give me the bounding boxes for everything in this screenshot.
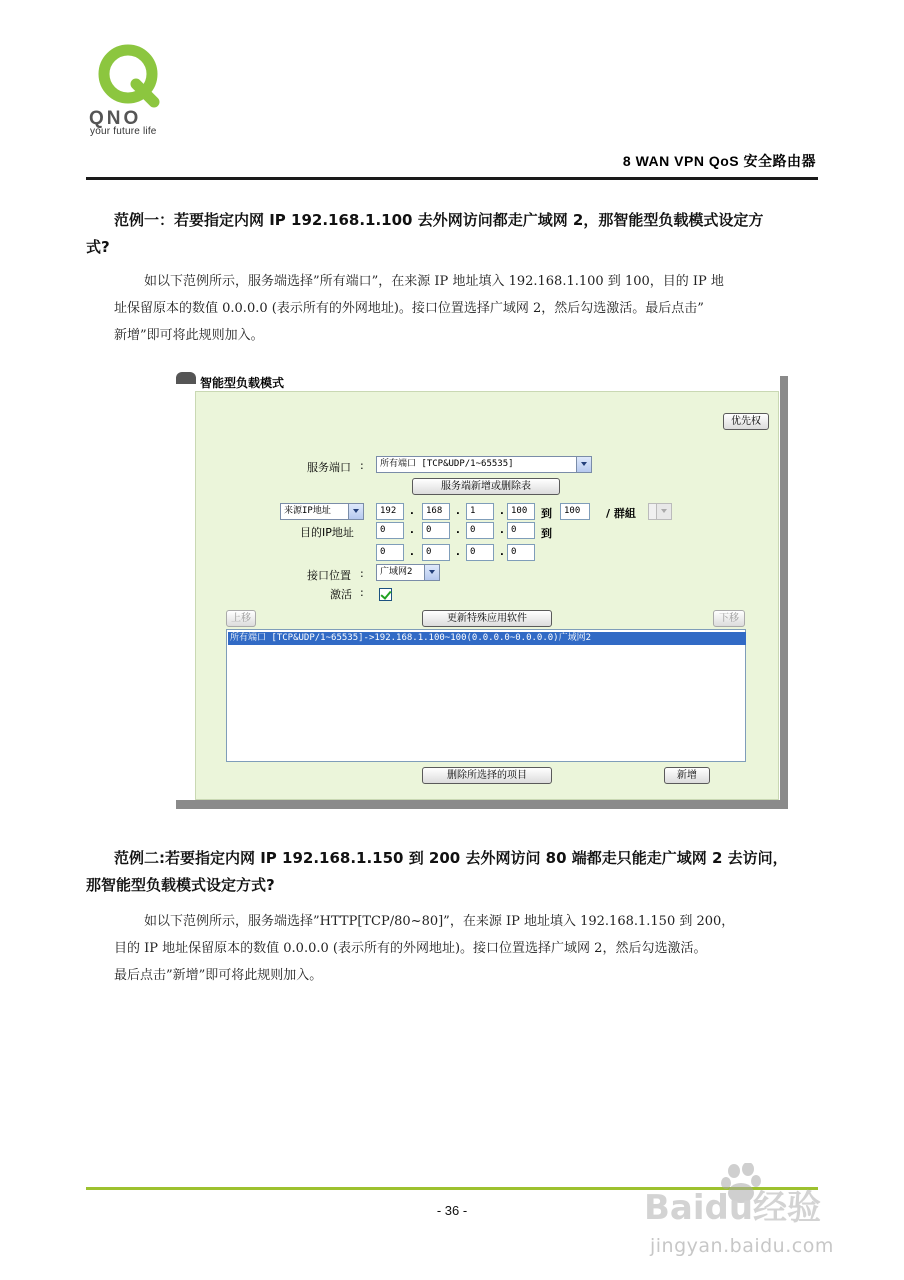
watermark-url: jingyan.baidu.com	[650, 1235, 834, 1257]
service-table-button[interactable]: 服务端新增或删除表	[412, 478, 560, 495]
dest-ip-to-octet-2[interactable]: 0	[422, 544, 450, 561]
ip-separator: .	[456, 525, 460, 536]
rule-listbox[interactable]	[226, 629, 746, 762]
smart-load-balance-screenshot	[176, 372, 788, 809]
example2-para-line1: 如以下范例所示，服务端选择”HTTP[TCP/80~80]”，在来源 IP 地址填入 192.168.1.150 到 200，	[144, 914, 735, 929]
ip-separator: .	[500, 525, 504, 536]
rule-list-item-selected[interactable]: 所有端口 [TCP&UDP/1~65535]->192.168.1.100~100(0.0.0.0~0.0.0.0)广域网2	[228, 632, 746, 645]
baidu-paw-logo	[642, 1163, 857, 1223]
logo-wordmark: QNO	[89, 108, 142, 129]
example1-heading-line2: 式?	[86, 238, 110, 256]
example1-para-line1: 如以下范例所示，服务端选择”所有端口”，在来源 IP 地址填入 192.168.1.100 到 100，目的 IP 地	[144, 274, 724, 289]
example2-para-line2: 目的 IP 地址保留原本的数值 0.0.0.0 (表示所有的外网地址)。接口位置选择广域网 2，然后勾选激活。	[114, 941, 707, 956]
group-label: / 群組	[606, 507, 636, 520]
activate-colon: :	[360, 586, 364, 599]
chevron-down-icon	[424, 565, 439, 580]
figure-title: 智能型负载模式	[200, 376, 285, 390]
service-port-label: 服务端口	[307, 461, 351, 474]
move-up-button[interactable]: 上移	[226, 610, 256, 627]
service-port-select[interactable]	[376, 456, 592, 473]
dest-ip-from-octet-2[interactable]: 0	[422, 522, 450, 539]
dest-ip-to-octet-1[interactable]: 0	[376, 544, 404, 561]
example1-heading	[86, 207, 812, 261]
source-ip-octet-3[interactable]: 1	[466, 503, 494, 520]
update-special-app-button[interactable]: 更新特殊应用软件	[422, 610, 552, 627]
ip-separator: .	[500, 547, 504, 558]
example2-heading-line2: 那智能型负载模式设定方式?	[86, 876, 275, 894]
dest-ip-from-octet-3[interactable]: 0	[466, 522, 494, 539]
dest-ip-from-octet-4[interactable]: 0	[507, 522, 535, 539]
interface-colon: :	[360, 567, 364, 580]
chevron-down-icon	[348, 504, 363, 519]
figure-shadow-right	[780, 376, 788, 809]
example2-heading	[86, 845, 812, 899]
interface-select[interactable]	[376, 564, 440, 581]
ip-separator: .	[410, 525, 414, 536]
dest-ip-from-octet-1[interactable]: 0	[376, 522, 404, 539]
settings-panel	[195, 391, 779, 800]
example1-para-line2: 址保留原本的数值 0.0.0.0 (表示所有的外网地址)。接口位置选择广域网 2，然后勾选激活。最后点击”	[114, 301, 704, 316]
dest-ip-to-octet-4[interactable]: 0	[507, 544, 535, 561]
ip-separator: .	[500, 506, 504, 517]
activate-checkbox[interactable]	[379, 588, 392, 601]
add-button[interactable]: 新增	[664, 767, 710, 784]
group-select[interactable]	[648, 503, 672, 520]
folder-tab-icon	[176, 372, 196, 384]
ip-separator: .	[456, 506, 460, 517]
figure-shadow-bottom	[176, 800, 788, 809]
watermark-brand-text: Baidu经验	[644, 1188, 822, 1223]
source-ip-type-select[interactable]	[280, 503, 364, 520]
source-ip-octet-4[interactable]: 100	[507, 503, 535, 520]
example2-paragraph	[114, 908, 804, 989]
qno-logo	[88, 40, 178, 140]
ip-separator: .	[410, 547, 414, 558]
to-label: 到	[541, 507, 552, 520]
delete-selected-button[interactable]: 删除所选择的项目	[422, 767, 552, 784]
dest-ip-to-octet-3[interactable]: 0	[466, 544, 494, 561]
move-down-button[interactable]: 下移	[713, 610, 745, 627]
baidu-jingyan-watermark	[642, 1155, 857, 1265]
to-label: 到	[541, 527, 552, 540]
source-ip-octet-1[interactable]: 192	[376, 503, 404, 520]
header-divider	[86, 177, 818, 180]
chevron-down-icon	[656, 504, 671, 519]
example1-paragraph	[114, 268, 804, 349]
source-ip-end-input[interactable]: 100	[560, 503, 590, 520]
example1-para-line3: 新增”即可将此规则加入。	[114, 328, 264, 343]
priority-button[interactable]: 优先权	[723, 413, 769, 430]
interface-value: 广域网2	[380, 567, 413, 577]
activate-label: 激活	[330, 588, 352, 601]
page-number: - 36 -	[436, 1203, 468, 1218]
source-ip-type-value: 来源IP地址	[284, 506, 331, 516]
service-port-value: 所有端口 [TCP&UDP/1~65535]	[380, 459, 514, 469]
source-ip-octet-2[interactable]: 168	[422, 503, 450, 520]
chevron-down-icon	[576, 457, 591, 472]
service-port-colon: :	[360, 459, 364, 472]
example2-heading-line1: 范例二:若要指定内网 IP 192.168.1.150 到 200 去外网访问 80 端都走只能走广域网 2 去访问，	[114, 849, 788, 867]
document-header-title: 8 WAN VPN QoS 安全路由器	[622, 153, 816, 169]
ip-separator: .	[456, 547, 460, 558]
logo-tagline: your future life	[90, 126, 157, 137]
interface-label: 接口位置	[307, 569, 351, 582]
example1-heading-line1: 范例一：若要指定内网 IP 192.168.1.100 去外网访问都走广域网 2，那智能型负载模式设定方	[114, 211, 764, 229]
ip-separator: .	[410, 506, 414, 517]
dest-ip-label: 目的IP地址	[300, 526, 354, 539]
example2-para-line3: 最后点击”新增”即可将此规则加入。	[114, 968, 323, 983]
